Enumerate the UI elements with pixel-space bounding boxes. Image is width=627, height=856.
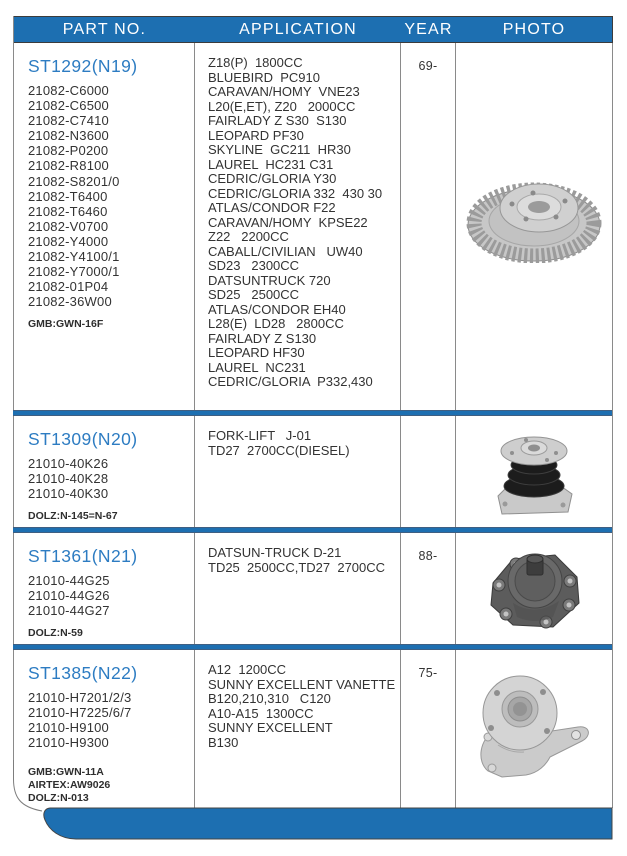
app-line: CARAVAN/HOMY VNE23 [208, 84, 360, 99]
pn-line: 21082-V0700 [28, 218, 109, 234]
app-line: LEOPARD HF30 [208, 345, 305, 360]
part-code: ST1292(N19) [28, 56, 138, 76]
app-line: CEDRIC/GLORIA 332 430 30 [208, 185, 383, 201]
app-line: DATSUN-TRUCK D-21 [208, 545, 342, 560]
pn-line: 21082-C6000 [28, 83, 109, 98]
table-header [13, 16, 613, 43]
app-line: CEDRIC/GLORIA P332,430 [208, 374, 373, 389]
fan-clutch-image [462, 163, 607, 263]
product-photo-water-pump [490, 426, 578, 518]
pn-line: 21010-40K26 [28, 456, 109, 471]
part-no-cell [13, 533, 194, 644]
note-line: GMB:GWN-11A [28, 766, 104, 779]
application-cell [194, 43, 400, 410]
photo-cell [455, 533, 612, 644]
pn-line: 21010-H9100 [28, 720, 109, 736]
part-number-list [28, 83, 188, 309]
pn-line: 21010-40K28 [28, 471, 109, 487]
pn-line: 21082-C6500 [28, 98, 109, 114]
app-line: SD23 2300CC [208, 258, 300, 273]
cross-reference-notes [28, 627, 188, 640]
note-line: AIRTEX:AW9026 [28, 779, 111, 792]
photo-cell [455, 43, 612, 410]
app-line: Z22 2200CC [208, 229, 289, 244]
table-body [13, 43, 613, 808]
water-pump-image [490, 426, 578, 518]
blue-footer-bar [44, 808, 612, 839]
app-line: SD25 2500CC [208, 287, 300, 302]
app-line: SUNNY EXCELLENT VANETTE [208, 676, 396, 692]
part-code: ST1385(N22) [28, 663, 138, 683]
app-line: L20(E,ET), Z20 2000CC [208, 98, 356, 114]
year-cell [400, 43, 455, 410]
column-header-part-no: PART NO. [62, 20, 147, 38]
app-line: TD27 2700CC(DIESEL) [208, 442, 350, 458]
pn-line: 21010-40K30 [28, 486, 109, 502]
app-line: SUNNY EXCELLENT [208, 720, 333, 735]
app-line: LAUREL NC231 [208, 359, 306, 375]
year-value: 69- [418, 59, 438, 73]
app-line: CARAVAN/HOMY KPSE22 [208, 214, 368, 230]
pn-line: 21082-R8100 [28, 158, 109, 174]
note-line: DOLZ:N-013 [28, 792, 89, 805]
year-cell [400, 416, 455, 527]
pn-line: 21082-Y4100/1 [28, 249, 120, 265]
cross-reference-notes [28, 318, 188, 331]
pn-line: 21010-H7225/6/7 [28, 705, 132, 721]
column-header-application: APPLICATION [239, 20, 357, 38]
part-number-list [28, 690, 188, 750]
pn-line: 21082-N3600 [28, 128, 109, 144]
part-code: ST1361(N21) [28, 546, 138, 566]
app-line: FAIRLADY Z S30 S130 [208, 113, 347, 128]
app-line: LAUREL HC231 C31 [208, 156, 334, 172]
product-photo-fan-clutch [462, 163, 607, 263]
pn-line: 21082-P0200 [28, 143, 109, 159]
app-line: Z18(P) 1800CC [208, 55, 303, 70]
pn-line: 21010-44G25 [28, 573, 110, 588]
app-line: CABALL/CIVILIAN UW40 [208, 243, 363, 259]
pn-line: 21010-44G27 [28, 603, 110, 619]
pn-line: 21010-H7201/2/3 [28, 690, 132, 705]
table-row [13, 43, 612, 410]
app-line: SKYLINE GC211 HR30 [208, 142, 351, 157]
app-line: B120,210,310 C120 [208, 691, 331, 706]
app-line: FAIRLADY Z S130 [208, 330, 317, 346]
column-header-year: YEAR [404, 20, 453, 38]
corner-curve-line [14, 760, 43, 811]
app-line: A10-A15 1300CC [208, 705, 314, 721]
table-row [13, 416, 612, 527]
pn-line: 21082-Y7000/1 [28, 264, 120, 280]
part-code: ST1309(N20) [28, 429, 138, 449]
note-line: GMB:GWN-16F [28, 318, 104, 331]
part-number-list [28, 456, 188, 501]
note-line: DOLZ:N-145=N-67 [28, 510, 118, 523]
app-line: L28(E) LD28 2800CC [208, 316, 344, 331]
app-line: CEDRIC/GLORIA Y30 [208, 171, 337, 186]
pn-line: 21082-T6400 [28, 188, 108, 204]
product-photo-water-pump-dark [483, 543, 585, 635]
pn-line: 21010-44G26 [28, 588, 110, 604]
photo-cell [455, 416, 612, 527]
year-value: 88- [418, 549, 438, 563]
app-line: ATLAS/CONDOR EH40 [208, 301, 346, 317]
year-cell [400, 533, 455, 644]
part-number-list [28, 573, 188, 618]
table-row [13, 533, 612, 644]
part-no-cell [13, 416, 194, 527]
pn-line: 21082-36W00 [28, 294, 112, 310]
app-line: A12 1200CC [208, 662, 287, 677]
column-header-photo: PHOTO [502, 20, 566, 38]
pn-line: 21082-01P04 [28, 279, 109, 295]
pn-line: 21010-H9300 [28, 735, 109, 751]
pn-line: 21082-S8201/0 [28, 173, 120, 189]
app-line: LEOPARD PF30 [208, 127, 304, 143]
app-line: B130 [208, 734, 239, 750]
year-value: 75- [418, 666, 438, 680]
pn-line: 21082-Y4000 [28, 233, 109, 249]
app-line: DATSUNTRUCK 720 [208, 272, 331, 288]
application-cell [194, 533, 400, 644]
app-line: FORK-LIFT J-01 [208, 428, 312, 443]
water-pump-dark-image [483, 543, 585, 635]
note-line: DOLZ:N-59 [28, 627, 83, 640]
bottom-swoosh-bar [0, 760, 627, 856]
pn-line: 21082-T6460 [28, 203, 108, 219]
app-line: ATLAS/CONDOR F22 [208, 200, 336, 215]
pn-line: 21082-C7410 [28, 113, 109, 129]
part-no-cell [13, 43, 194, 410]
app-line: TD25 2500CC,TD27 2700CC [208, 559, 386, 575]
application-cell [194, 416, 400, 527]
cross-reference-notes [28, 510, 188, 523]
app-line: BLUEBIRD PC910 [208, 69, 320, 85]
